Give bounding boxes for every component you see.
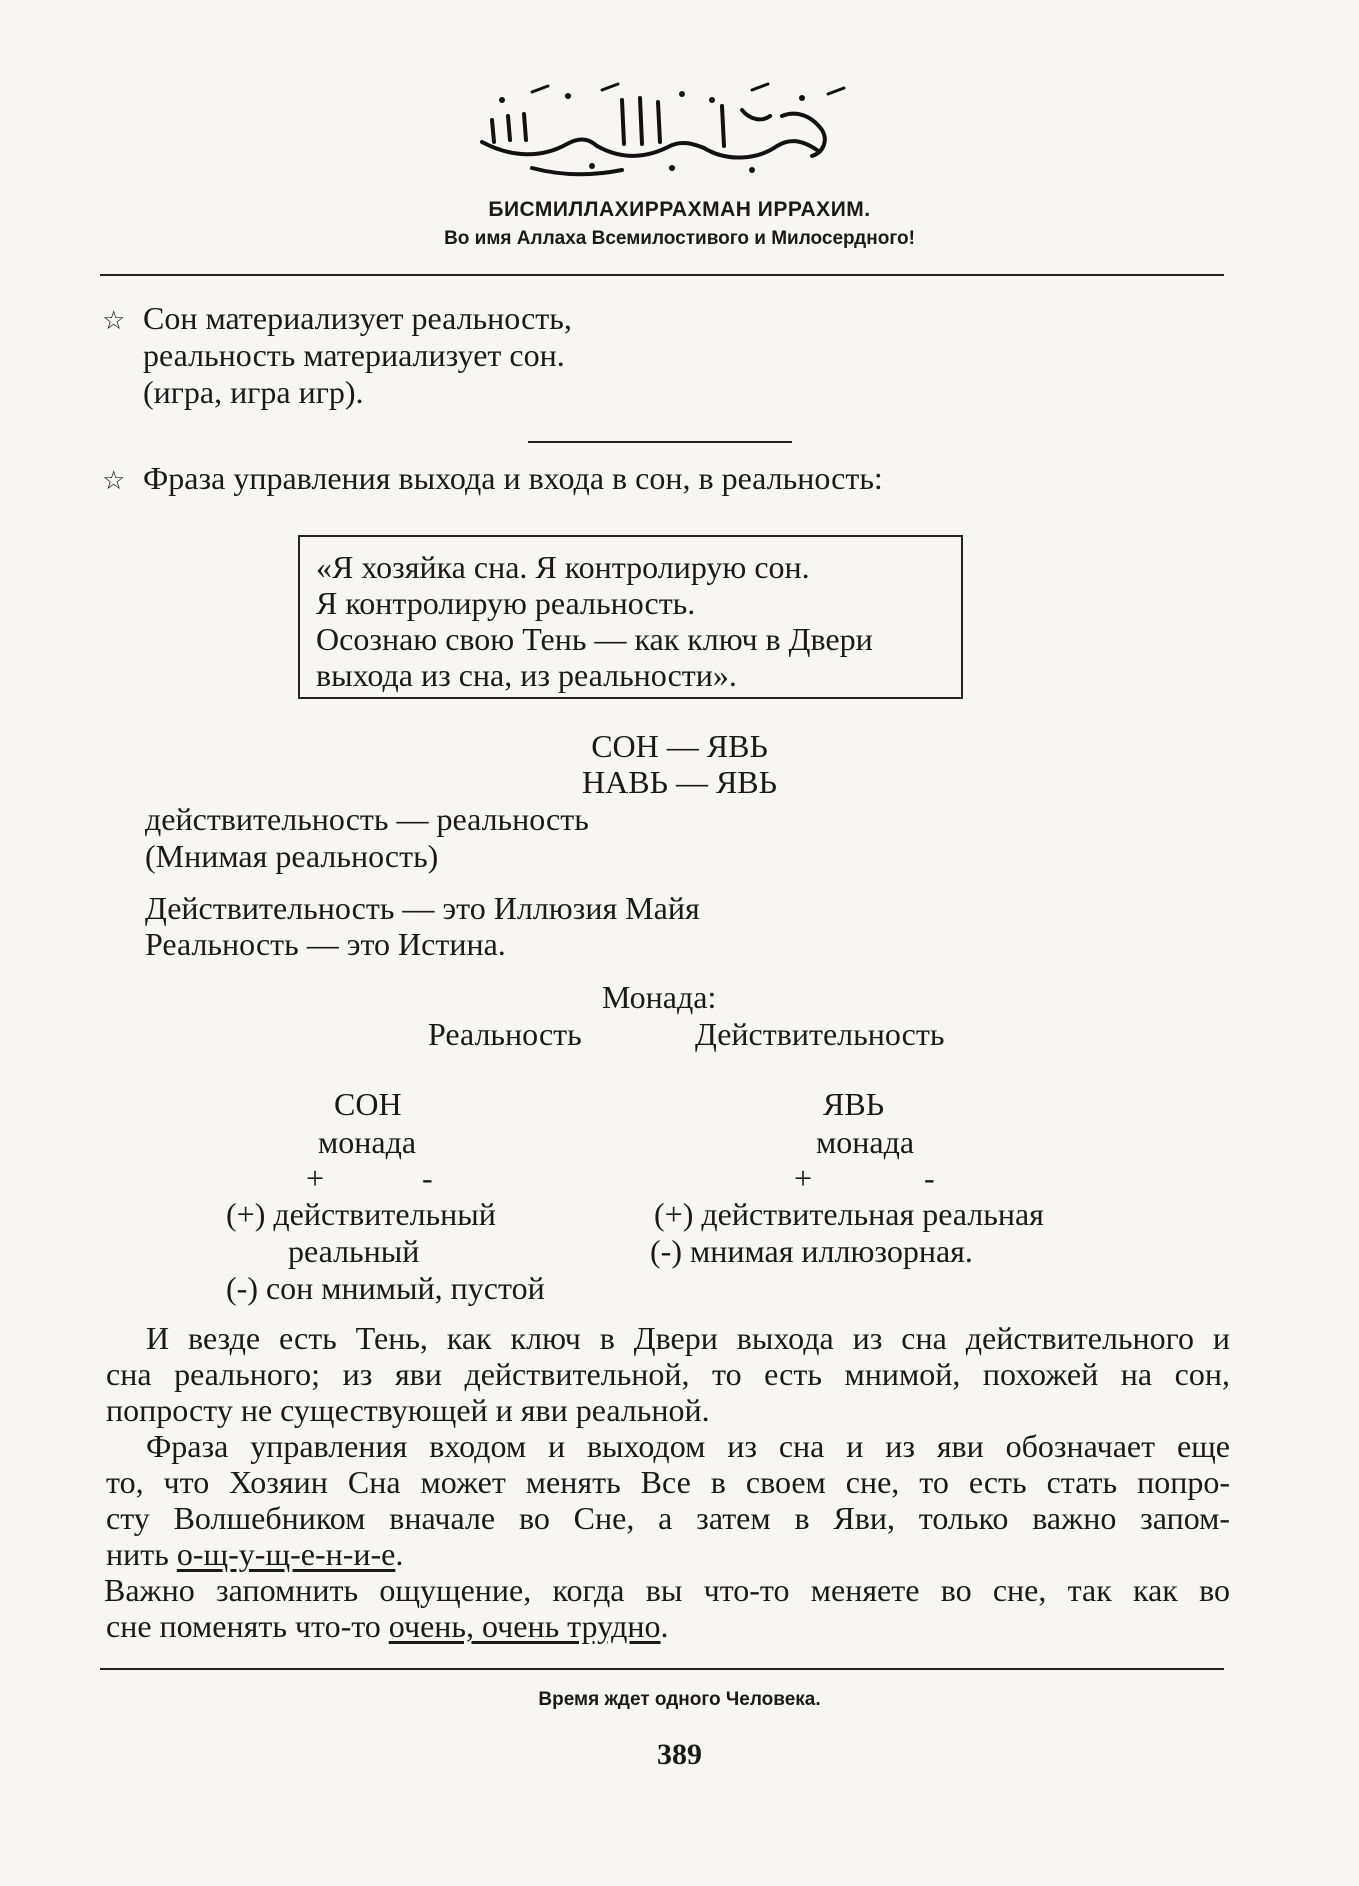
section1-line-1: Сон материализует реальность, [143,300,572,336]
left-column-plus: + [306,1160,325,1196]
quote-line-4: выхода из сна, из реальности». [316,657,737,693]
header-subtitle: Во имя Аллаха Всемилостивого и Милосердного! [444,228,915,249]
heading-nav-yav: НАВЬ — ЯВЬ [582,764,777,800]
right-column-title: ЯВЬ [823,1086,885,1122]
p1-line-1: И везде есть Тень, как ключ в Двери выхода из сна действительного и [146,1320,1230,1356]
p1-line-3: попросту не существующей и яви реальной. [106,1392,710,1428]
header-title: БИСМИЛЛАХИРРАХМАН ИРРАХИМ. [488,198,871,221]
star-bullet-icon: ☆ [102,306,126,336]
quote-line-3: Осознаю свою Тень — как ключ в Двери [316,621,873,657]
p3-line-1: Важно запомнить ощущение, когда вы что-то меняете во сне, так как во [104,1572,1230,1608]
left-column-sub: монада [318,1124,417,1160]
left-column-line-3: (-) сон мнимый, пустой [226,1270,545,1306]
quote-line-1: «Я хозяйка сна. Я контролирую сон. [316,549,810,585]
p1-line-2: сна реального; из яви действительной, то есть мнимой, похожей на сон, [106,1356,1230,1392]
left-column-line-2: реальный [288,1233,420,1269]
definition-line-3: Действительность — это Иллюзия Майя [145,890,700,926]
underlined-very-hard: очень, очень трудно [388,1608,661,1644]
definition-line-1: действительность — реальность [145,801,589,837]
quote-box [298,535,963,699]
monad-right-label: Действительность [695,1016,945,1052]
p2-line-2: то, что Хозяин Сна может менять Все в своем сне, то есть стать попро- [106,1464,1230,1500]
right-column-sub: монада [816,1124,915,1160]
bismillah-calligraphy [472,80,852,180]
underlined-sensation: о-щ-у-щ-е-н-и-е [176,1536,396,1572]
heading-son-yav: СОН — ЯВЬ [591,728,768,764]
footer-motto: Время ждет одного Человека. [538,1689,821,1710]
right-column-plus: + [794,1160,813,1196]
header-divider [100,274,1224,276]
section2-text: Фраза управления выхода и входа в сон, в реальность: [143,460,883,496]
p2-last-suffix: . [395,1536,404,1572]
monad-left-label: Реальность [428,1016,582,1052]
p2-line-1: Фраза управления входом и выходом из сна и из яви обозначает еще [146,1428,1230,1464]
footer-divider [100,1668,1224,1670]
section1-line-2: реальность материализует сон. [143,337,565,373]
definition-line-2: (Мнимая реальность) [145,838,439,874]
right-column-line-2: (-) мнимая иллюзорная. [650,1233,973,1269]
section1-line-3: (игра, игра игр). [143,374,364,410]
quote-line-2: Я контролирую реальность. [316,585,696,621]
left-column-title: СОН [334,1086,402,1122]
page-number: 389 [657,1738,702,1771]
right-column-line-1: (+) действительная реальная [654,1196,1044,1232]
p3-line-2 [106,1608,669,1645]
left-column-minus: - [422,1160,433,1196]
definition-line-4: Реальность — это Истина. [145,926,506,962]
paragraph-block [106,1320,1230,1660]
left-column-line-1: (+) действительный [226,1196,496,1232]
p2-line-3: сту Волшебником вначале во Сне, а затем в Яви, только важно запом- [106,1500,1230,1536]
monad-title: Монада: [602,979,717,1015]
p2-last-prefix: нить [106,1536,177,1572]
p3-line2-suffix: . [660,1608,669,1644]
star-bullet-icon: ☆ [102,466,126,496]
right-column-minus: - [924,1160,935,1196]
short-divider [528,441,792,443]
p3-line2-prefix: сне поменять что-то [106,1608,389,1644]
p2-line-4 [106,1536,403,1573]
